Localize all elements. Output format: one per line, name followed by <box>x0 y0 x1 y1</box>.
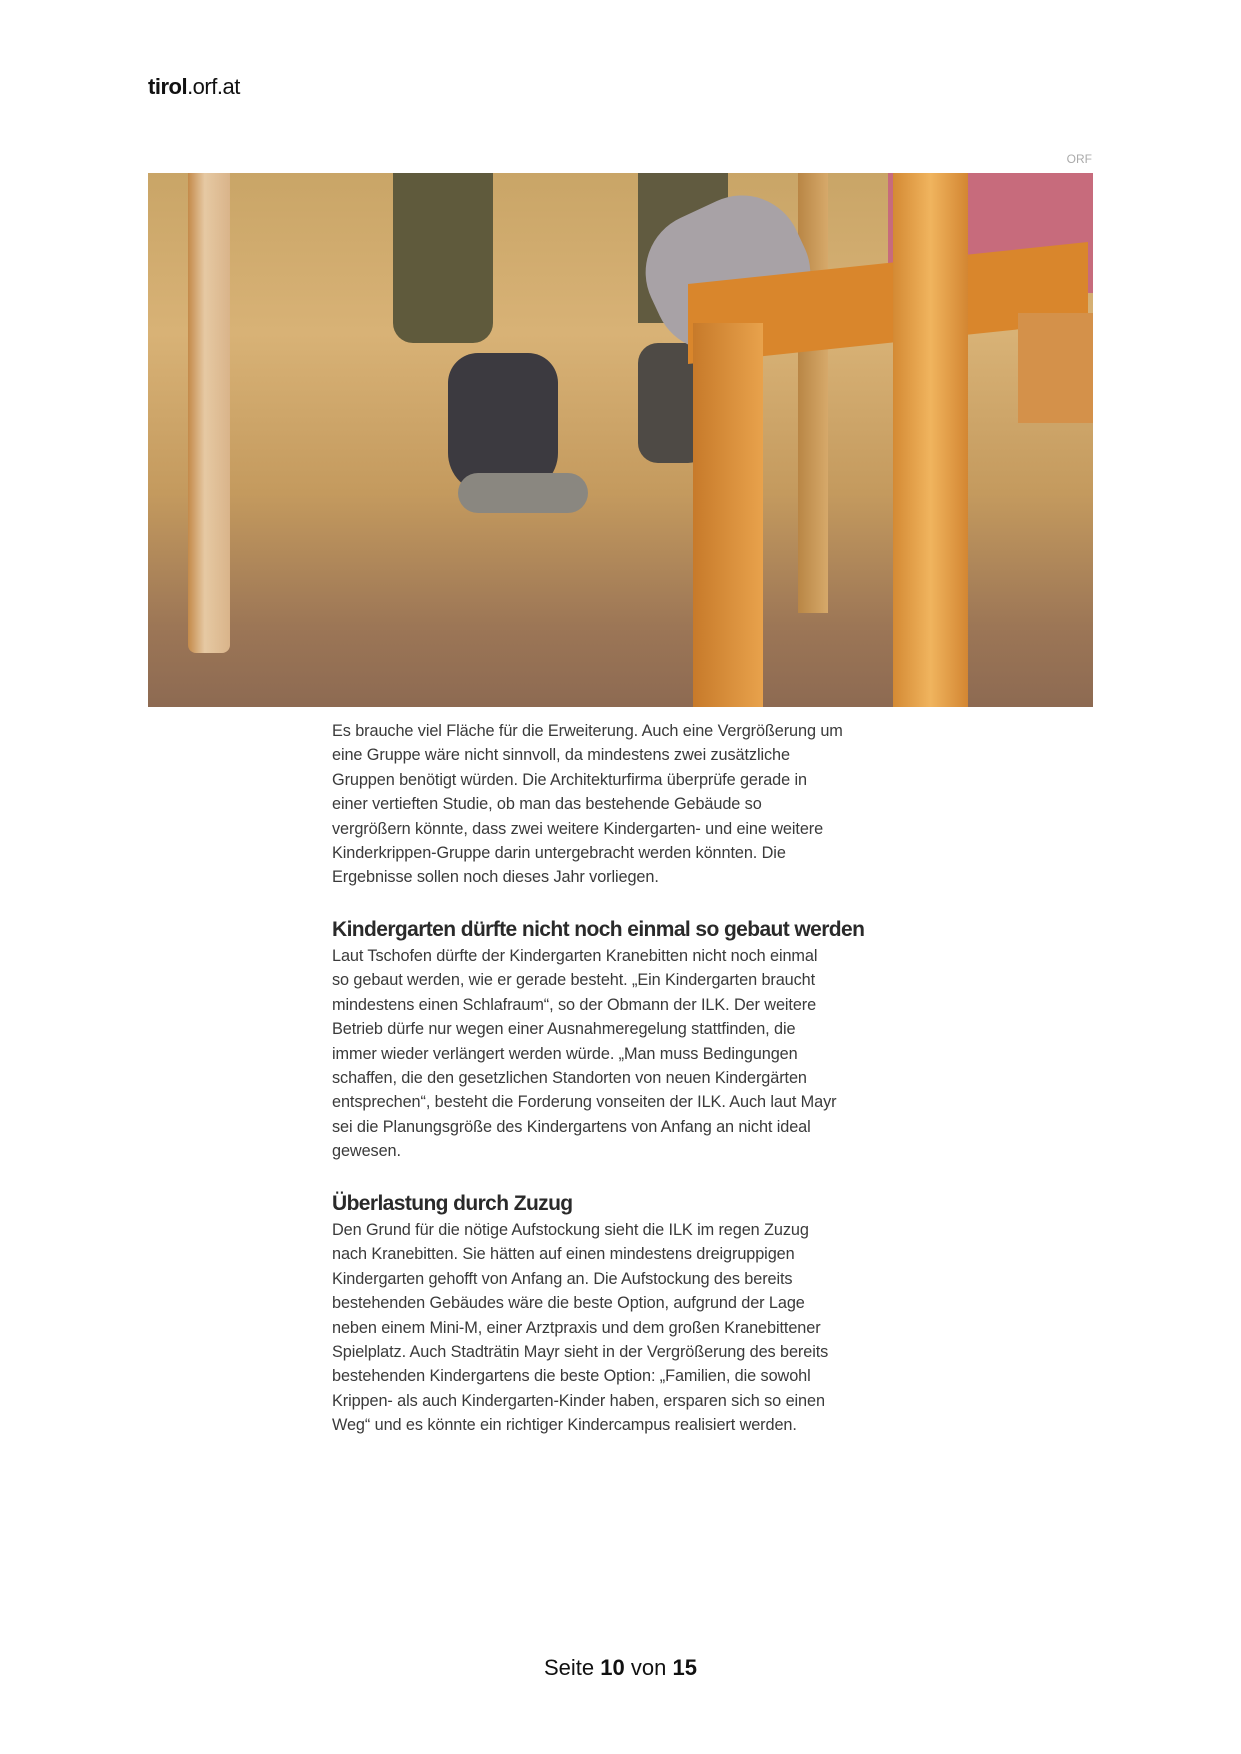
page-label: Seite <box>544 1655 595 1680</box>
section-kindergarten <box>332 916 932 1164</box>
site-name-bold: tirol <box>148 74 188 99</box>
text-line: Krippen- als auch Kindergarten-Kinder haben, ersparen sich so einen <box>332 1391 825 1410</box>
page-of-label: von <box>630 1655 667 1680</box>
text-line: mindestens einen Schlafraum“, so der Obmann der ILK. Der weitere <box>332 995 817 1014</box>
text-line: Kinderkrippen-Gruppe darin untergebracht werden könnten. Die <box>332 843 786 862</box>
text-line: bestehenden Gebäudes wäre die beste Option, aufgrund der Lage <box>332 1294 805 1313</box>
text-line: bestehenden Kindergartens die beste Option: „Familien, die sowohl <box>332 1367 811 1386</box>
text-line: eine Gruppe wäre nicht sinnvoll, da mindestens zwei zusätzliche <box>332 746 790 765</box>
text-line: immer wieder verlängert werden würde. „Man muss Bedingungen <box>332 1044 798 1063</box>
site-logo <box>148 74 240 100</box>
text-line: sei die Planungsgröße des Kindergartens von Anfang an nicht ideal <box>332 1117 811 1136</box>
article-photo <box>148 173 1093 707</box>
text-line: vergrößern könnte, dass zwei weitere Kindergarten- und eine weitere <box>332 819 824 838</box>
text-line: Weg“ und es könnte ein richtiger Kindercampus realisiert werden. <box>332 1416 797 1435</box>
text-line: Ergebnisse sollen noch dieses Jahr vorliegen. <box>332 868 659 887</box>
text-line: Kindergarten gehofft von Anfang an. Die Aufstockung des bereits <box>332 1269 793 1288</box>
article-paragraph-1 <box>332 719 932 890</box>
text-line: neben einem Mini-M, einer Arztpraxis und dem großen Kranebittener <box>332 1318 821 1337</box>
text-line: entsprechen“, besteht die Forderung vonseiten der ILK. Auch laut Mayr <box>332 1093 837 1112</box>
text-line: nach Kranebitten. Sie hätten auf einen mindestens dreigruppigen <box>332 1245 795 1264</box>
text-line: Betrieb dürfe nur wegen einer Ausnahmeregelung stattfinden, die <box>332 1020 796 1039</box>
text-line: schaffen, die den gesetzlichen Standorten von neuen Kindergärten <box>332 1068 807 1087</box>
current-page: 10 <box>600 1655 625 1680</box>
section-zuzug <box>332 1190 932 1438</box>
site-name-domain: .orf.at <box>187 74 240 99</box>
image-credit: ORF <box>1066 152 1092 166</box>
text-line: Es brauche viel Fläche für die Erweiterung. Auch eine Vergrößerung um <box>332 722 843 740</box>
text-line: Den Grund für die nötige Aufstockung sieht die ILK im regen Zuzug <box>332 1221 809 1239</box>
section-heading: Kindergarten dürfte nicht noch einmal so gebaut werden <box>332 918 865 941</box>
page-number <box>0 1655 1241 1681</box>
text-line: Spielplatz. Auch Stadträtin Mayr sieht in der Vergrößerung des bereits <box>332 1342 829 1361</box>
text-line: Gruppen benötigt würden. Die Architekturfirma überprüfe gerade in <box>332 770 807 789</box>
text-line: so gebaut werden, wie er gerade besteht. „Ein Kindergarten braucht <box>332 971 816 990</box>
text-line: gewesen. <box>332 1142 401 1161</box>
total-pages: 15 <box>672 1655 697 1680</box>
section-heading: Überlastung durch Zuzug <box>332 1192 573 1215</box>
text-line: einer vertieften Studie, ob man das bestehende Gebäude so <box>332 795 762 814</box>
text-line: Laut Tschofen dürfte der Kindergarten Kranebitten nicht noch einmal <box>332 947 818 965</box>
